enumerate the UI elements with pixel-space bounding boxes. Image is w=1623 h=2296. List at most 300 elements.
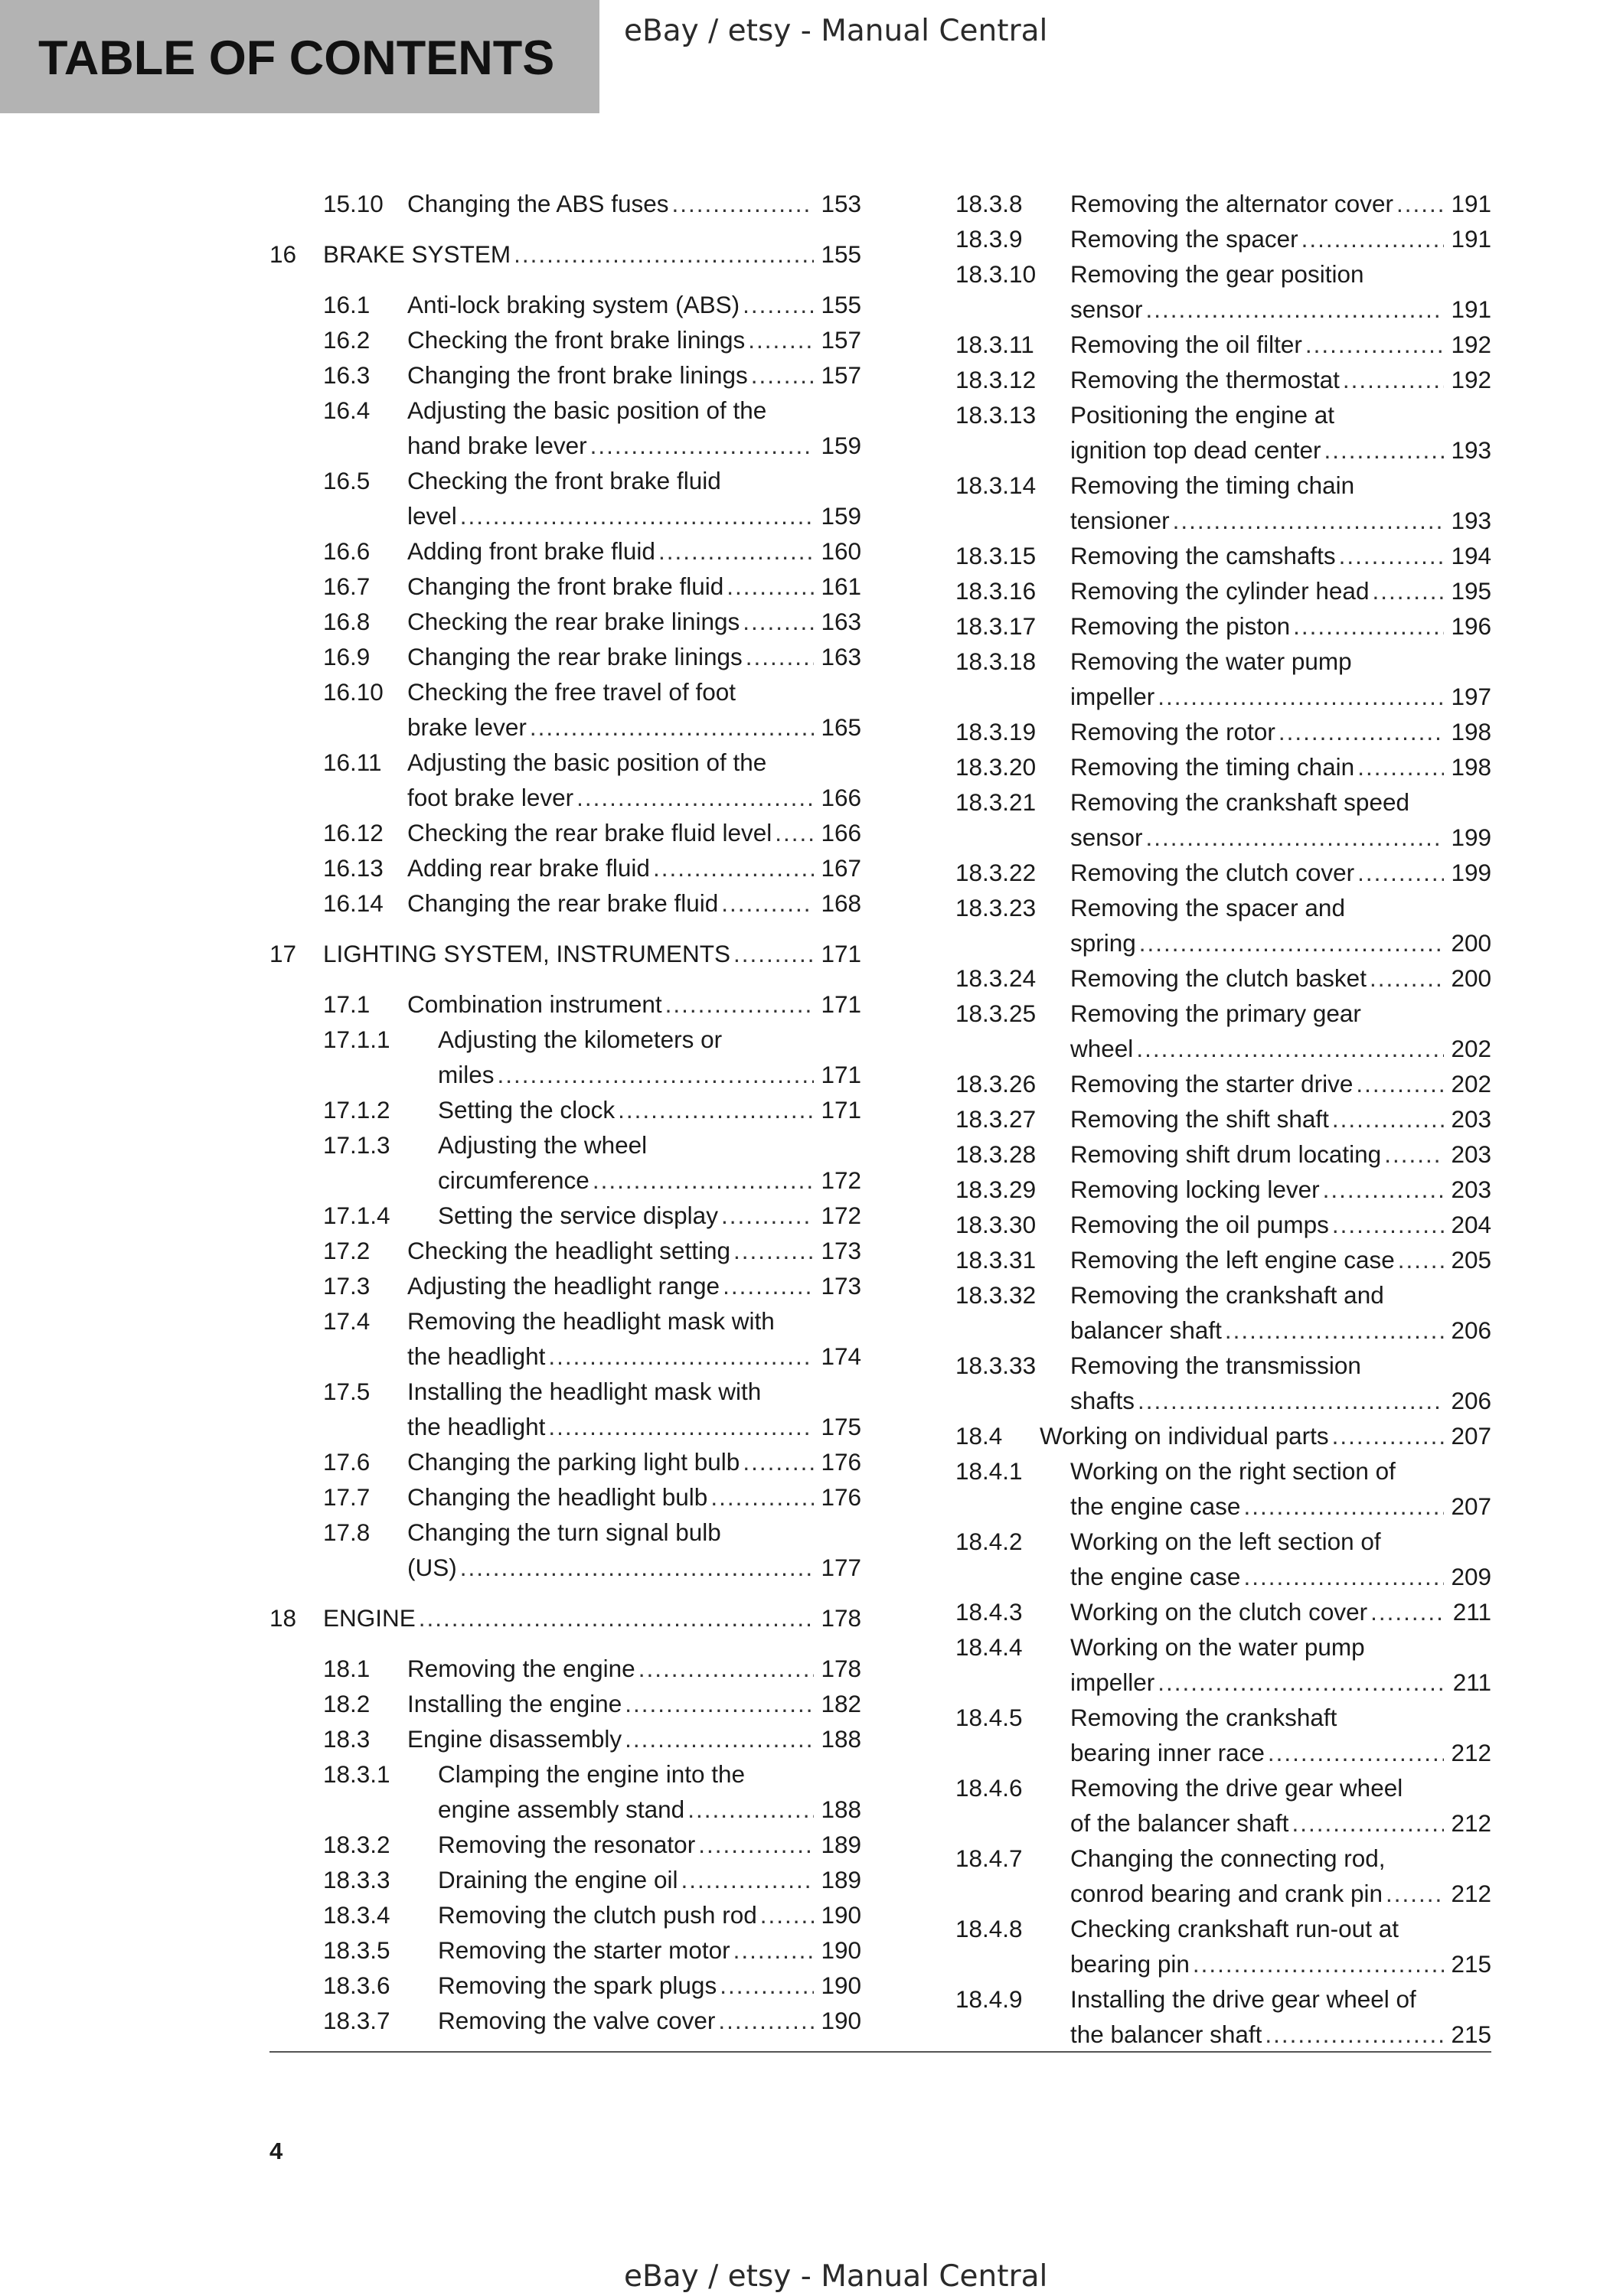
toc-entry[interactable]: [269, 1651, 861, 1686]
toc-entry[interactable]: [955, 573, 1491, 608]
toc-entry-page: 212: [1451, 1880, 1491, 1907]
toc-entry-title: Removing the crankshaft speed: [1070, 788, 1409, 816]
toc-entry[interactable]: [269, 322, 861, 357]
dot-leader: [775, 815, 814, 850]
toc-entry-title: Removing the rotor: [1070, 718, 1275, 745]
toc-entry-number: 18.3.11: [955, 331, 1034, 358]
dot-leader: [681, 1862, 814, 1897]
toc-entry-number: 18.4.7: [955, 1844, 1023, 1872]
toc-entry-title: Removing shift drum locating: [1070, 1140, 1382, 1168]
toc-entry-number: 18.4.2: [955, 1528, 1023, 1555]
toc-entry-title: impeller: [1070, 683, 1155, 710]
toc-entry-number: 17.2: [323, 1237, 371, 1264]
toc-entry-page: 212: [1451, 1809, 1491, 1837]
toc-entry-title: Setting the clock: [438, 1096, 616, 1124]
toc-entry[interactable]: [955, 327, 1491, 362]
toc-entry-title: miles: [438, 1061, 495, 1088]
watermark-bottom: eBay / etsy - Manual Central: [624, 2259, 1048, 2294]
toc-entry-title: Removing the water pump: [1070, 647, 1352, 675]
toc-entry-title: Checking the rear brake linings: [407, 608, 740, 635]
dot-leader: [687, 1792, 814, 1827]
toc-entry-title: Removing the headlight mask with: [407, 1307, 775, 1335]
dot-leader: [1225, 1313, 1444, 1348]
toc-entry-number: 18.3.25: [955, 1000, 1037, 1027]
toc-entry-page: 191: [1451, 190, 1491, 217]
dot-leader: [460, 1550, 814, 1585]
toc-entry-title: Removing the drive gear wheel: [1070, 1774, 1403, 1802]
toc-entry-page: 188: [821, 1725, 861, 1753]
toc-entry-page: 200: [1451, 964, 1491, 992]
toc-entry-number: 18.3.3: [323, 1866, 390, 1893]
toc-entry-title: LIGHTING SYSTEM, INSTRUMENTS: [323, 940, 731, 967]
toc-entry-page: 165: [821, 713, 861, 741]
toc-entry-title: Removing the clutch cover: [1070, 859, 1355, 886]
toc-entry-title: Removing the valve cover: [438, 2007, 716, 2034]
toc-entry[interactable]: [269, 674, 861, 745]
toc-entry[interactable]: [955, 1524, 1491, 1594]
dot-leader: [625, 1721, 814, 1756]
dot-leader: [1343, 362, 1444, 397]
dot-leader: [1146, 292, 1444, 327]
dot-leader: [1372, 573, 1444, 608]
toc-entry-title: the engine case: [1070, 1563, 1241, 1590]
toc-entry-title: Removing the left engine case: [1070, 1246, 1395, 1274]
toc-entry[interactable]: [269, 569, 861, 604]
toc-entry-page: 177: [821, 1554, 861, 1581]
toc-entry-number: 17.1: [323, 990, 371, 1018]
toc-entry-title: BRAKE SYSTEM: [323, 240, 511, 268]
toc-entry[interactable]: [955, 1911, 1491, 1981]
toc-entry-number: 18.3.8: [955, 190, 1023, 217]
toc-entry[interactable]: [269, 1686, 861, 1721]
toc-entry[interactable]: [955, 1629, 1491, 1700]
toc-entry[interactable]: [269, 1303, 861, 1374]
toc-entry[interactable]: [955, 996, 1491, 1066]
toc-entry[interactable]: [955, 890, 1491, 960]
toc-entry-title: Changing the front brake linings: [407, 361, 748, 389]
toc-entry[interactable]: [955, 1453, 1491, 1524]
dot-leader: [1398, 1242, 1444, 1277]
toc-entry-number: 16.2: [323, 326, 371, 354]
toc-entry-title: Working on the left section of: [1070, 1528, 1381, 1555]
toc-entry[interactable]: [955, 1418, 1491, 1453]
toc-entry-title: Removing the spacer: [1070, 225, 1298, 253]
dot-leader: [618, 1092, 814, 1127]
toc-entry[interactable]: [269, 287, 861, 322]
dot-leader: [653, 850, 814, 885]
toc-entry-title: Removing the shift shaft: [1070, 1105, 1329, 1133]
toc-entry-number: 18.3.15: [955, 542, 1037, 569]
dot-leader: [1305, 327, 1444, 362]
toc-entry-number: 16.10: [323, 678, 384, 706]
toc-entry[interactable]: [269, 1374, 861, 1444]
toc-entry[interactable]: [955, 1981, 1491, 2052]
toc-entry-number: 18.3.20: [955, 753, 1037, 781]
toc-entry-title: Checking crankshaft run-out at: [1070, 1915, 1399, 1942]
toc-entry-number: 18.4.8: [955, 1915, 1023, 1942]
dot-leader: [1243, 1559, 1444, 1594]
toc-entry-page: 176: [821, 1448, 861, 1476]
dot-leader: [514, 236, 814, 272]
toc-entry[interactable]: [955, 644, 1491, 714]
toc-entry-number: 17.5: [323, 1378, 371, 1405]
toc-entry-page: 204: [1451, 1211, 1491, 1238]
toc-entry-title: Removing the clutch push rod: [438, 1901, 757, 1929]
toc-entry-page: 190: [821, 1936, 861, 1964]
toc-entry[interactable]: [955, 1770, 1491, 1841]
toc-entry-title: Removing the piston: [1070, 612, 1291, 640]
dot-leader: [743, 604, 814, 639]
toc-entry-number: 15.10: [323, 190, 384, 217]
toc-entry-number: 16: [269, 240, 297, 268]
toc-entry-title: Checking the front brake fluid: [407, 467, 721, 494]
dot-leader: [1173, 503, 1444, 538]
toc-entry-page: 199: [1451, 859, 1491, 886]
toc-entry-page: 203: [1451, 1176, 1491, 1203]
toc-entry-title: Clamping the engine into the: [438, 1760, 746, 1788]
toc-entry[interactable]: [269, 1721, 861, 1756]
toc-entry-number: 18.3.17: [955, 612, 1037, 640]
toc-entry-page: 196: [1451, 612, 1491, 640]
toc-entry[interactable]: [955, 186, 1491, 221]
dot-leader: [1265, 2017, 1444, 2052]
toc-entry-number: 17.4: [323, 1307, 371, 1335]
toc-entry[interactable]: [269, 745, 861, 815]
toc-entry[interactable]: [269, 186, 861, 221]
toc-entry-title: Removing the alternator cover: [1070, 190, 1393, 217]
toc-entry-title: Adjusting the wheel: [438, 1131, 648, 1159]
watermark-top: eBay / etsy - Manual Central: [624, 14, 1048, 48]
toc-entry-title: tensioner: [1070, 507, 1170, 534]
toc-entry[interactable]: [269, 463, 861, 533]
toc-entry-number: 18.3.5: [323, 1936, 390, 1964]
toc-entry-page: 190: [821, 2007, 861, 2034]
toc-entry-page: 200: [1451, 929, 1491, 957]
dot-leader: [1324, 432, 1445, 468]
toc-entry-title: Changing the parking light bulb: [407, 1448, 740, 1476]
toc-entry[interactable]: [955, 1101, 1491, 1137]
toc-entry-title: Working on the right section of: [1070, 1457, 1396, 1485]
toc-entry[interactable]: [269, 639, 861, 674]
toc-entry[interactable]: [955, 1594, 1491, 1629]
toc-entry[interactable]: [955, 1207, 1491, 1242]
dot-leader: [733, 1932, 814, 1968]
toc-entry-title: Removing the engine: [407, 1655, 635, 1682]
toc-entry[interactable]: [269, 533, 861, 569]
toc-entry-title: Changing the front brake fluid: [407, 572, 724, 600]
toc-entry[interactable]: [269, 1127, 861, 1198]
toc-entry-number: 18.4: [955, 1422, 1003, 1450]
toc-entry-page: 163: [821, 643, 861, 670]
page-title: TABLE OF CONTENTS: [38, 31, 555, 85]
toc-entry-page: 188: [821, 1795, 861, 1823]
dot-leader: [593, 1163, 814, 1198]
dot-leader: [1293, 608, 1444, 644]
toc-entry[interactable]: [955, 1066, 1491, 1101]
dot-leader: [1357, 749, 1444, 784]
toc-entry-title: Changing the headlight bulb: [407, 1483, 708, 1511]
toc-entry-number: 16.12: [323, 819, 384, 846]
toc-entry-number: 18.3.29: [955, 1176, 1037, 1203]
toc-entry-page: 209: [1451, 1563, 1491, 1590]
toc-entry-number: 17.1.1: [323, 1026, 390, 1053]
toc-entry[interactable]: [269, 987, 861, 1022]
toc-entry-number: 16.6: [323, 537, 371, 565]
toc-entry[interactable]: [269, 850, 861, 885]
toc-entry[interactable]: [955, 1700, 1491, 1770]
toc-entry-title: foot brake lever: [407, 784, 574, 811]
toc-entry-title: impeller: [1070, 1668, 1155, 1696]
toc-entry-page: 166: [821, 784, 861, 811]
toc-entry-page: 171: [821, 1096, 861, 1124]
toc-entry-number: 17.6: [323, 1448, 371, 1476]
toc-entry[interactable]: [955, 1242, 1491, 1277]
toc-entry-page: 193: [1451, 436, 1491, 464]
toc-entry[interactable]: [269, 1444, 861, 1479]
toc-entry[interactable]: [269, 1968, 861, 2003]
dot-leader: [746, 639, 814, 674]
toc-entry-title: Removing the starter drive: [1070, 1070, 1354, 1097]
toc-entry-title: Adjusting the basic position of the: [407, 396, 767, 424]
dot-leader: [1139, 925, 1444, 960]
page-number: 4: [269, 2138, 283, 2164]
toc-entry-page: 172: [821, 1202, 861, 1229]
dot-leader: [721, 885, 814, 921]
dot-leader: [720, 1968, 814, 2003]
toc-entry[interactable]: [955, 1841, 1491, 1911]
toc-entry-page: 206: [1451, 1316, 1491, 1344]
toc-entry[interactable]: [955, 608, 1491, 644]
toc-entry[interactable]: [269, 815, 861, 850]
toc-entry-number: 18.4.6: [955, 1774, 1023, 1802]
toc-entry-page: 171: [821, 940, 861, 967]
toc-entry-page: 205: [1451, 1246, 1491, 1274]
toc-entry-title: Installing the headlight mask with: [407, 1378, 762, 1405]
toc-entry-title: Setting the service display: [438, 1202, 718, 1229]
toc-entry-page: 190: [821, 1901, 861, 1929]
toc-entry-number: 18.3.21: [955, 788, 1037, 816]
toc-entry-title: Removing the transmission: [1070, 1352, 1361, 1379]
toc-entry-number: 18.3.16: [955, 577, 1037, 605]
dot-leader: [1323, 1172, 1444, 1207]
toc-entry[interactable]: [269, 936, 861, 971]
toc-entry-page: 166: [821, 819, 861, 846]
toc-entry[interactable]: [955, 960, 1491, 996]
toc-entry-number: 18.3.2: [323, 1831, 390, 1858]
toc-entry-number: 18.3.7: [323, 2007, 390, 2034]
toc-entry-title: Changing the turn signal bulb: [407, 1518, 721, 1546]
toc-entry[interactable]: [269, 1479, 861, 1515]
dot-leader: [1396, 186, 1444, 221]
toc-entry-title: Checking the headlight setting: [407, 1237, 731, 1264]
dot-leader: [1268, 1735, 1444, 1770]
toc-entry-title: Removing the gear position: [1070, 260, 1364, 288]
toc-entry[interactable]: [955, 468, 1491, 538]
toc-entry-title: Adjusting the headlight range: [407, 1272, 720, 1300]
toc-entry-title: Working on the clutch cover: [1070, 1598, 1368, 1626]
toc-entry[interactable]: [955, 714, 1491, 749]
toc-entry-page: 215: [1451, 1950, 1491, 1978]
toc-entry[interactable]: [269, 1827, 861, 1862]
toc-entry-number: 18.4.4: [955, 1633, 1023, 1661]
toc-entry-page: 190: [821, 1971, 861, 1999]
toc-entry[interactable]: [955, 1348, 1491, 1418]
toc-entry-title: Removing the oil pumps: [1070, 1211, 1329, 1238]
dot-leader: [530, 709, 814, 745]
toc-entry-number: 18.3: [323, 1725, 371, 1753]
toc-entry[interactable]: [269, 2003, 861, 2038]
toc-entry-number: 18.3.1: [323, 1760, 390, 1788]
toc-entry-number: 18.4.1: [955, 1457, 1023, 1485]
dot-leader: [733, 1233, 814, 1268]
toc-entry-number: 18.3.14: [955, 471, 1037, 499]
toc-entry-number: 18.3.27: [955, 1105, 1037, 1133]
toc-entry-page: 160: [821, 537, 861, 565]
toc-entry-number: 18.3.4: [323, 1901, 390, 1929]
dot-leader: [751, 357, 814, 393]
toc-entry-title: the headlight: [407, 1342, 546, 1370]
toc-entry[interactable]: [955, 221, 1491, 256]
toc-entry[interactable]: [269, 1600, 861, 1636]
toc-entry-title: Adjusting the kilometers or: [438, 1026, 723, 1053]
toc-entry-title: wheel: [1070, 1035, 1134, 1062]
toc-entry[interactable]: [269, 1897, 861, 1932]
dot-leader: [723, 1268, 814, 1303]
toc-entry-number: 17.1.2: [323, 1096, 390, 1124]
toc-entry[interactable]: [269, 1515, 861, 1585]
toc-entry[interactable]: [269, 604, 861, 639]
dot-leader: [1146, 820, 1444, 855]
toc-entry[interactable]: [269, 357, 861, 393]
toc-entry-page: 176: [821, 1483, 861, 1511]
toc-entry-title: Changing the rear brake linings: [407, 643, 743, 670]
toc-entry[interactable]: [955, 784, 1491, 855]
dot-leader: [498, 1057, 814, 1092]
toc-entry-number: 16.4: [323, 396, 371, 424]
toc-entry-page: 173: [821, 1237, 861, 1264]
toc-entry[interactable]: [955, 362, 1491, 397]
toc-entry[interactable]: [269, 1022, 861, 1092]
dot-leader: [698, 1827, 814, 1862]
toc-entry[interactable]: [955, 855, 1491, 890]
toc-entry-page: 172: [821, 1166, 861, 1194]
toc-entry-title: sensor: [1070, 823, 1143, 851]
dot-leader: [1136, 1031, 1444, 1066]
toc-entry-page: 194: [1451, 542, 1491, 569]
toc-entry-page: 173: [821, 1272, 861, 1300]
toc-entry-title: Changing the rear brake fluid: [407, 889, 719, 917]
toc-entry[interactable]: [955, 397, 1491, 468]
toc-entry-title: Removing the clutch basket: [1070, 964, 1367, 992]
toc-entry-title: (US): [407, 1554, 457, 1581]
toc-entry-page: 198: [1451, 753, 1491, 781]
dot-leader: [590, 428, 814, 463]
toc-entry-page: 171: [821, 990, 861, 1018]
toc-entry-title: circumference: [438, 1166, 589, 1194]
toc-entry-number: 16.8: [323, 608, 371, 635]
toc-entry[interactable]: [955, 1137, 1491, 1172]
toc-entry-number: 18.2: [323, 1690, 371, 1717]
dot-leader: [548, 1339, 814, 1374]
toc-entry-number: 18.3.19: [955, 718, 1037, 745]
toc-entry[interactable]: [955, 1172, 1491, 1207]
toc-entry[interactable]: [955, 256, 1491, 327]
toc-entry-title: bearing pin: [1070, 1950, 1190, 1978]
toc-entry-title: Changing the connecting rod,: [1070, 1844, 1386, 1872]
toc-entry-number: 18.4.9: [955, 1985, 1023, 2013]
toc-entry-title: Removing the timing chain: [1070, 471, 1355, 499]
toc-entry-number: 18.3.12: [955, 366, 1037, 393]
toc-entry-number: 18.4.3: [955, 1598, 1023, 1626]
toc-entry-title: Checking the free travel of foot: [407, 678, 736, 706]
toc-entry-title: Removing the starter motor: [438, 1936, 730, 1964]
toc-entry-page: 157: [821, 361, 861, 389]
toc-entry-page: 207: [1451, 1422, 1491, 1450]
toc-entry[interactable]: [269, 236, 861, 272]
toc-entry[interactable]: [955, 538, 1491, 573]
toc-entry-title: of the balancer shaft: [1070, 1809, 1289, 1837]
toc-entry[interactable]: [269, 1932, 861, 1968]
toc-entry-title: Working on the water pump: [1070, 1633, 1365, 1661]
toc-entry[interactable]: [269, 393, 861, 463]
toc-entry-page: 197: [1451, 683, 1491, 710]
toc-entry-number: 18.3.13: [955, 401, 1037, 429]
dot-leader: [743, 287, 814, 322]
toc-entry-title: Adding rear brake fluid: [407, 854, 650, 882]
toc-entry-page: 203: [1451, 1105, 1491, 1133]
toc-entry-number: 16.14: [323, 889, 384, 917]
dot-leader: [638, 1651, 814, 1686]
toc-entry-title: the headlight: [407, 1413, 546, 1440]
toc-entry-number: 18.3.28: [955, 1140, 1037, 1168]
toc-entry-title: Changing the ABS fuses: [407, 190, 669, 217]
toc-entry[interactable]: [269, 1862, 861, 1897]
toc-entry-page: 153: [821, 190, 861, 217]
toc-entry-number: 17.8: [323, 1518, 371, 1546]
toc-entry-number: 18.4.5: [955, 1704, 1023, 1731]
toc-entry[interactable]: [955, 1277, 1491, 1348]
dot-leader: [625, 1686, 814, 1721]
toc-entry-title: shafts: [1070, 1387, 1135, 1414]
toc-entry-page: 174: [821, 1342, 861, 1370]
toc-entry[interactable]: [955, 749, 1491, 784]
toc-entry-number: 18.3.32: [955, 1281, 1037, 1309]
toc-entry-title: Removing the crankshaft: [1070, 1704, 1337, 1731]
toc-entry-page: 212: [1451, 1739, 1491, 1766]
toc-entry-title: balancer shaft: [1070, 1316, 1222, 1344]
toc-entry-title: Anti-lock braking system (ABS): [407, 291, 740, 318]
toc-entry[interactable]: [269, 885, 861, 921]
toc-entry-title: Positioning the engine at: [1070, 401, 1335, 429]
toc-entry-title: level: [407, 502, 457, 530]
toc-entry-page: 168: [821, 889, 861, 917]
toc-entry-page: 195: [1451, 577, 1491, 605]
toc-entry-title: hand brake lever: [407, 432, 587, 459]
toc-entry[interactable]: [269, 1198, 861, 1233]
toc-entry-page: 211: [1452, 1598, 1491, 1626]
toc-entry[interactable]: [269, 1756, 861, 1827]
toc-entry[interactable]: [269, 1268, 861, 1303]
toc-entry-number: 18.1: [323, 1655, 371, 1682]
toc-entry[interactable]: [269, 1233, 861, 1268]
toc-entry-page: 203: [1451, 1140, 1491, 1168]
toc-entry-title: Removing the primary gear: [1070, 1000, 1361, 1027]
toc-entry-number: 18.3.6: [323, 1971, 390, 1999]
toc-entry-page: 202: [1451, 1035, 1491, 1062]
toc-entry-page: 215: [1451, 2020, 1491, 2048]
dot-leader: [1332, 1418, 1444, 1453]
toc-entry[interactable]: [269, 1092, 861, 1127]
